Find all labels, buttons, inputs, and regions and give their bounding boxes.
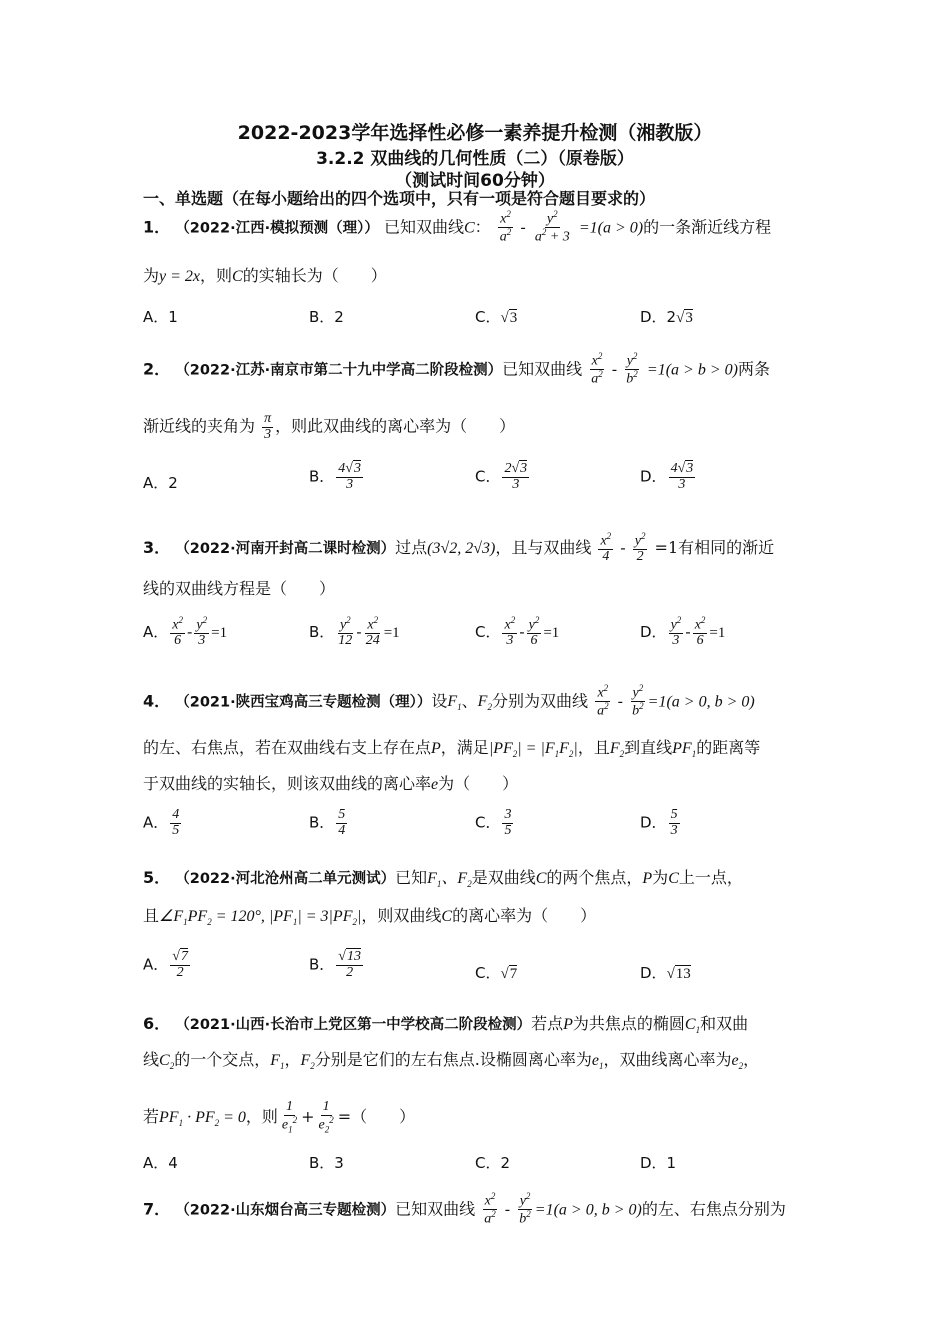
q-text: 于双曲线的实轴长，则该双曲线的离心率 [143,774,432,793]
option-c[interactable]: C．√3 [475,308,518,326]
q-text: 、 [461,691,478,711]
q-math: =1(a > 0, b > 0) [647,693,755,711]
q-text: ，则此双曲线的离心率为（ ） [275,416,516,436]
q-text: 的一条渐近线方程 [643,217,772,237]
question-number: 5． [143,868,171,887]
q-text: =（ ） [337,1106,416,1126]
option-c[interactable]: C． $\frac{2√3}{3}$ [475,461,528,492]
question-number: 7． [143,1199,171,1219]
q-text: 设 [431,691,448,711]
question-source: （2022·江苏·南京市第二十九中学高二阶段检测） [175,362,503,379]
math-fraction: $\frac{y^2}{b^2}$ [632,683,644,719]
math-fraction: $\frac{y^2}{b^2}$ [626,351,638,387]
q-text: 有相同的渐近 [678,538,775,558]
doc-title: 2022-2023学年选择性必修一素养提升检测（湘教版） [237,122,713,144]
question-source: （2021·山西·长治市上党区第一中学校高二阶段检测） [175,1017,532,1033]
q-text: 的离心率为（ ） [452,906,597,925]
question-4: 4． （2021·陕西宝鸡高三专题检测（理））设$F_1$、$F_2$分别为双曲线 $\frac{x^2}{a^2}$ - $\frac{y^2}{b^2}$ =1(a > 0, b > 0) [143,683,755,719]
option-d[interactable]: D． $\frac{4√3}{3}$ [640,461,694,492]
q-text: ，则 [245,1106,278,1126]
question-1-line2 [143,268,387,285]
question-source: （2022·江西·模拟预测（理）） [175,220,379,237]
math-fraction: $\frac{x^2}{a^2}$ [499,209,512,245]
option-a[interactable]: A．1 [143,308,178,326]
option-c[interactable]: C． $\frac{x^2}{3}$ - $\frac{y^2}{6}$ =1 [475,615,560,649]
q-text: 且 [143,906,160,925]
q-math: C [232,268,243,285]
q-text: 分别为双曲线 [491,691,588,711]
question-source: （2022·河南开封高二课时检测） [175,541,396,558]
option-a[interactable]: A．2 [143,474,178,492]
question-3-line2: 线的双曲线方程是（ ） [143,579,336,598]
question-source: （2022·山东烟台高三专题检测） [175,1202,396,1219]
question-4-line2: 的左、右焦点，若在双曲线右支上存在点P，满足$|PF_2| = |F_1F_2|$，且$F_2$到直线$PF_1$的距离等 [143,738,761,760]
q-text: ，则双曲线 [361,906,442,925]
q-text: 的左、右焦点，若在双曲线右支上存在点 [143,738,432,757]
option-b[interactable]: B．2 [309,308,344,326]
q-text: ， [284,1050,301,1069]
option-a[interactable]: A． $\frac{4}{5}$ [143,807,180,838]
option-b[interactable]: B． $\frac{√13}{2}$ [309,949,361,980]
question-5-line2: 且$\angle F_1PF_2 = 120^\circ$, $|PF_1| = 3|PF_2|$，则双曲线C的离心率为（ ） [143,906,597,928]
question-source: （2021·陕西宝鸡高三专题检测（理）） [175,694,432,711]
option-b[interactable]: B． $\frac{5}{4}$ [309,807,346,838]
q-text: 为（ ） [438,774,519,793]
question-source: （2022·河北沧州高二单元测试） [175,871,396,887]
q-math: =1(a > 0) [578,219,644,237]
q-text: 已知 [395,868,428,887]
q-text: 为共焦点的椭圆 [572,1014,685,1033]
q-math: =1(a > 0, b > 0) [534,1201,642,1219]
question-6-line2: 线$C_2$的一个交点，$F_1$，$F_2$分别是它们的左右焦点.设椭圆离心率为$e_1$，双曲线离心率为$e_2$， [143,1050,760,1072]
q-text: 已知双曲线 [383,217,464,237]
q-text: 线 [143,1050,160,1069]
q-math: y = 2x [159,268,201,285]
option-b[interactable]: B．3 [309,1154,344,1172]
math-fraction: $\frac{y^2}{2}$ [634,531,646,565]
q-math: (3√2, 2√3) [427,540,496,558]
question-1: 1． （2022·江西·模拟预测（理）） 已知双曲线C： $\frac{x^2}{a^2}$ - $\frac{y^2}{a^2 + 3}$ =1(a > 0)的一条渐近线方程 [143,209,772,245]
question-number: 3． [143,538,171,558]
math-fraction: $\frac{x^2}{4}$ [600,531,612,565]
q-text: 已知双曲线 [395,1199,476,1219]
q-math: C [463,219,475,237]
question-2-line2 [143,412,515,442]
question-3: 3． （2022·河南开封高二课时检测）过点(3√2, 2√3)，且与双曲线 $\frac{x^2}{4}$ - $\frac{y^2}{2}$ =1有相同的渐近 [143,531,775,565]
math-fraction: $\frac{\pi}{3}$ [264,411,272,442]
question-5: 5． （2022·河北沧州高二单元测试）已知$F_1$、$F_2$是双曲线C的两个焦点，P为C上一点， [143,868,743,890]
question-6: 6． （2021·山西·长治市上党区第一中学校高二阶段检测）若点P为共焦点的椭圆$C_1$和双曲 [143,1014,749,1036]
q-text: ，且 [577,738,610,757]
question-2: 2． （2022·江苏·南京市第二十九中学高二阶段检测）已知双曲线 $\frac{x^2}{a^2}$ - $\frac{y^2}{b^2}$ =1(a > b > 0)两条 [143,351,770,387]
q-text: 分别是它们的左右焦点.设椭圆离心率为 [314,1050,592,1069]
math-fraction: $\frac{x^2}{a^2}$ [484,1191,496,1227]
math-fraction: $\frac{y^2}{a^2 + 3}$ [534,209,570,245]
option-d[interactable]: D．2√3 [640,308,693,326]
q-text: 渐近线的夹角为 [143,416,256,436]
test-time: （测试时间60分钟） [395,171,555,191]
option-d[interactable]: D．1 [640,1154,677,1172]
q-text: 若 [143,1106,160,1126]
q-text: ，双曲线离心率为 [603,1050,732,1069]
q-text: 和双曲 [700,1014,749,1033]
doc-subtitle: 3.2.2 双曲线的几何性质（二）（原卷版） [316,149,634,169]
q-text: 的距离等 [696,738,761,757]
question-4-line3: 于双曲线的实轴长，则该双曲线的离心率e为（ ） [143,774,519,793]
option-d[interactable]: D． $\frac{5}{3}$ [640,807,678,838]
question-number: 1． [143,217,171,237]
math-fraction: $\frac{x^2}{a^2}$ [591,351,603,387]
q-text: 两条 [737,359,770,379]
q-text: 的左、右焦点分别为 [641,1199,786,1219]
option-a[interactable]: A． $\frac{x^2}{6}$ - $\frac{y^2}{3}$ =1 [143,615,228,649]
q-text: 是双曲线 [471,868,536,887]
math-fraction: $\frac{x^2}{a^2}$ [597,683,609,719]
option-a[interactable]: A．4 [143,1154,178,1172]
q-text: 到直线 [624,738,673,757]
section-heading: 一、单选题（在每小题给出的四个选项中，只有一项是符合题目要求的） [143,189,656,208]
q-text: 上一点， [678,868,743,887]
q-text: 若点 [531,1014,564,1033]
q-text: 为 [652,868,669,887]
option-c[interactable]: C．√7 [475,964,518,982]
question-7: 7． （2022·山东烟台高三专题检测）已知双曲线 $\frac{x^2}{a^2}$ - $\frac{y^2}{b^2}$ =1(a > 0, b > 0)的左、右焦点分别为 [143,1191,786,1227]
math-fraction: $\frac{y^2}{b^2}$ [519,1191,531,1227]
option-b[interactable]: B． $\frac{4√3}{3}$ [309,461,361,492]
question-6-line3: 若$PF_1 \cdot PF_2 = 0$，则 $\frac{1}{e_1^2}$ + $\frac{1}{e_2^2}$ =（ ） [143,1099,416,1135]
option-a[interactable]: A． $\frac{√7}{2}$ [143,949,188,980]
option-c[interactable]: C． $\frac{3}{5}$ [475,807,512,838]
q-text: 已知双曲线 [502,359,583,379]
q-text: 过点 [395,538,428,558]
q-text: ，且与双曲线 [495,538,592,558]
q-text: ，满足 [440,738,489,757]
option-d[interactable]: D．√13 [640,964,691,982]
q-text: ，则 [200,266,233,285]
q-text: 为 [143,266,160,285]
q-text: 的一个交点， [174,1050,271,1069]
q-math: =1(a > b > 0) [646,361,738,379]
option-c[interactable]: C．2 [475,1154,511,1172]
option-d[interactable]: D． $\frac{y^2}{3}$ - $\frac{x^2}{6}$ =1 [640,615,726,649]
question-number: 2． [143,359,171,379]
option-b[interactable]: B． $\frac{y^2}{12}$ - $\frac{x^2}{24}$ =1 [309,615,400,649]
question-number: 4． [143,691,171,711]
q-text: 的实轴长为（ ） [242,266,387,285]
q-text: 的两个焦点， [546,868,643,887]
q-text: ， [743,1050,760,1069]
question-number: 6． [143,1014,171,1033]
